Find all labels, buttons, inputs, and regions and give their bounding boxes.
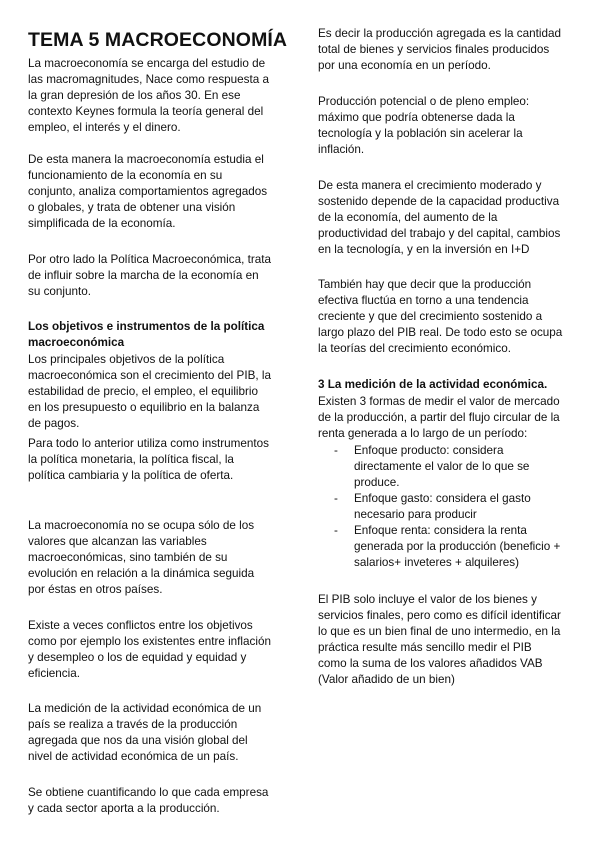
- paragraph-macro-intro: La macroeconomía se encarga del estudio de las macromagnitudes, Nace como respuesta a la gran depresión de los años 30. En ese contexto Keynes formula la teoría general del empleo, el interés y el dinero.: [28, 57, 270, 134]
- paragraph-variables: La macroeconomía no se ocupa sólo de los valores que alcanzan las variables macroeconómicas, sino también de su evolución en relación a la dinámica seguida por éstas en otros países.: [28, 519, 255, 596]
- paragraph-aggregate-production: Es decir la producción agregada es la cantidad total de bienes y servicios finales producidos por una economía en un período.: [318, 27, 561, 72]
- paragraph-potential-production: Producción potencial o de pleno empleo: máximo que podría obtenerse dada la tecnología y la población sin acelerar la inflación.: [318, 95, 530, 156]
- paragraph-measurement: La medición de la actividad económica de un país se realiza a través de la producción agregada que nos da una visión global del nivel de actividad económica de un país.: [28, 702, 262, 763]
- paragraph-three-methods: Existen 3 formas de medir el valor de mercado de la producción, a partir del flujo circular de la renta generada a lo largo de un período:: [318, 395, 560, 440]
- section-heading-measurement: 3 La medición de la actividad económica.: [318, 378, 548, 391]
- page-title: TEMA 5 MACROECONOMÍA: [28, 29, 288, 51]
- paragraph-fluctuation: También hay que decir que la producción efectiva fluctúa en torno a una tendencia creciente y que del crecimiento sostenido a largo plazo del PIB real. De todo esto se ocupa la teorías del crecimiento económico.: [318, 278, 563, 355]
- paragraph-objectives: Los principales objetivos de la política macroeconómica son el crecimiento del PIB, la estabilidad de precio, el empleo, el equilibrio en los presupuesto o equilibrio en la balanza de pagos.: [28, 353, 271, 430]
- paragraph-instruments: Para todo lo anterior utiliza como instrumentos la política monetaria, la política fiscal, la política cambiaria y la política de oferta.: [28, 437, 270, 482]
- bullet-dash: -: [334, 444, 338, 457]
- section-heading-objectives: Los objetivos e instrumentos de la política macroeconómica: [28, 320, 265, 349]
- list-item-spending-approach: - Enfoque gasto: considera el gasto necesario para producir: [334, 492, 531, 521]
- paragraph-macro-policy: Por otro lado la Política Macroeconómica, trata de influir sobre la marcha de la economía en su conjunto.: [28, 253, 271, 298]
- paragraph-quantify: Se obtiene cuantificando lo que cada empresa y cada sector aporta a la producción.: [28, 786, 269, 815]
- bullet-dash: -: [334, 492, 338, 505]
- paragraph-conflicts: Existe a veces conflictos entre los objetivos como por ejemplo los existentes entre inflación y desempleo o los de equidad y equidad y eficiencia.: [28, 619, 271, 680]
- paragraph-macro-study: De esta manera la macroeconomía estudia el funcionamiento de la economía en su conjunto, analiza comportamientos agregados o globales, y trata de obtener una visión simplificada de la economía.: [28, 153, 268, 230]
- list-item-income-approach: - Enfoque renta: considera la renta generada por la producción (beneficio + salarios+ inveteres + alquileres): [334, 524, 561, 569]
- paragraph-pib-value-added: El PIB solo incluye el valor de los bienes y servicios finales, pero como es difícil identificar lo que es un bien final de uno intermedio, en la práctica resulte más sencillo medir el PIB como la suma de los valores añadidos VAB (Valor añadido de un bien): [318, 593, 561, 686]
- paragraph-growth: De esta manera el crecimiento moderado y sostenido depende de la capacidad productiva de la economía, del aumento de la productividad del trabajo y del capital, cambios en la tecnología, y en la inversión en I+D: [318, 179, 561, 256]
- list-item-product-approach: - Enfoque producto: considera directamente el valor de lo que se produce.: [334, 444, 530, 489]
- approach-list: [318, 443, 580, 571]
- bullet-dash: -: [334, 524, 338, 537]
